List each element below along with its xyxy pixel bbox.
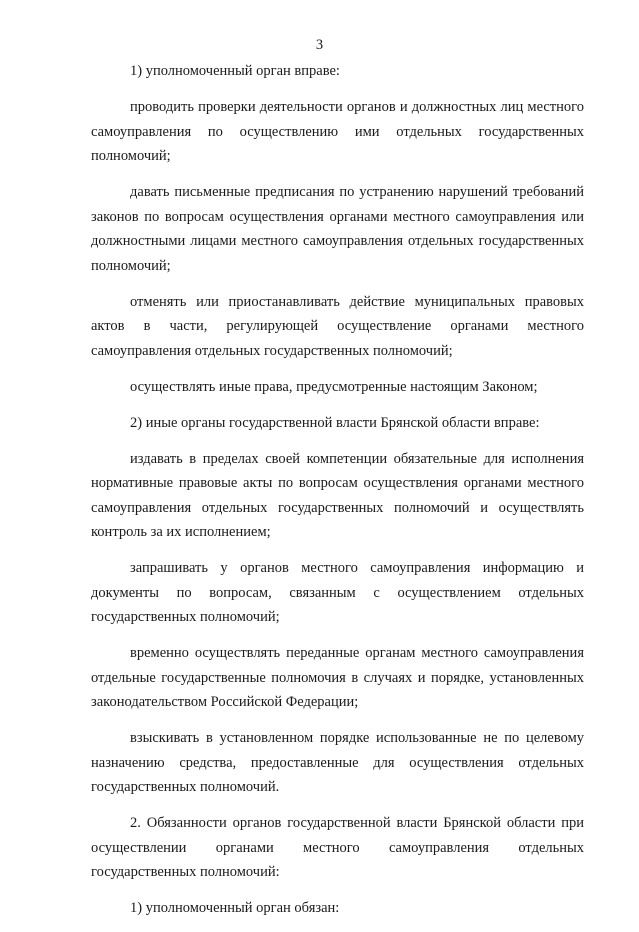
paragraph-12: 1) уполномоченный орган обязан:	[130, 900, 340, 916]
paragraph-8: запрашивать у органов местного самоуправления информацию и документы по вопросам, связанным с осуществлением отдельных государственных полномочий;	[91, 560, 584, 625]
paragraph-5: осуществлять иные права, предусмотренные настоящим Законом;	[130, 378, 538, 395]
paragraph-1: 1) уполномоченный орган вправе:	[130, 63, 340, 79]
paragraph-4: отменять или приостанавливать действие муниципальных правовых актов в части, регулирующей осуществление органами местного самоуправления отдельных государственных полномочий;	[91, 293, 584, 359]
paragraph-9: временно осуществлять переданные органам местного самоуправления отдельные государственные полномочия в случаях и порядке, установленных законодательством Российской Федерации;	[91, 645, 584, 710]
paragraph-6: 2) иные органы государственной власти Брянской области вправе:	[130, 414, 540, 431]
paragraph-7: издавать в пределах своей компетенции обязательные для исполнения нормативные правовые акты по вопросам осуществления органами местного самоуправления отдельных государственных полномочий и осуществлять контроль за их исполнением;	[91, 450, 584, 540]
document-body	[91, 59, 584, 932]
paragraph-10: взыскивать в установленном порядке использованные не по целевому назначению средства, предоставленные для осуществления отдельных государственных полномочий.	[91, 730, 584, 795]
page-number: 3	[315, 37, 324, 53]
paragraph-11: 2. Обязанности органов государственной власти Брянской области при осуществлении органами местного самоуправления отдельных государственных полномочий:	[91, 815, 584, 880]
paragraph-3: давать письменные предписания по устранению нарушений требований законов по вопросам осуществления органами местного самоуправления или должностными лицами местного самоуправления отдельных государственных полномочий;	[91, 184, 584, 274]
paragraph-2: проводить проверки деятельности органов и должностных лиц местного самоуправления по осуществлению ими отдельных государственных полномочий;	[91, 99, 584, 164]
